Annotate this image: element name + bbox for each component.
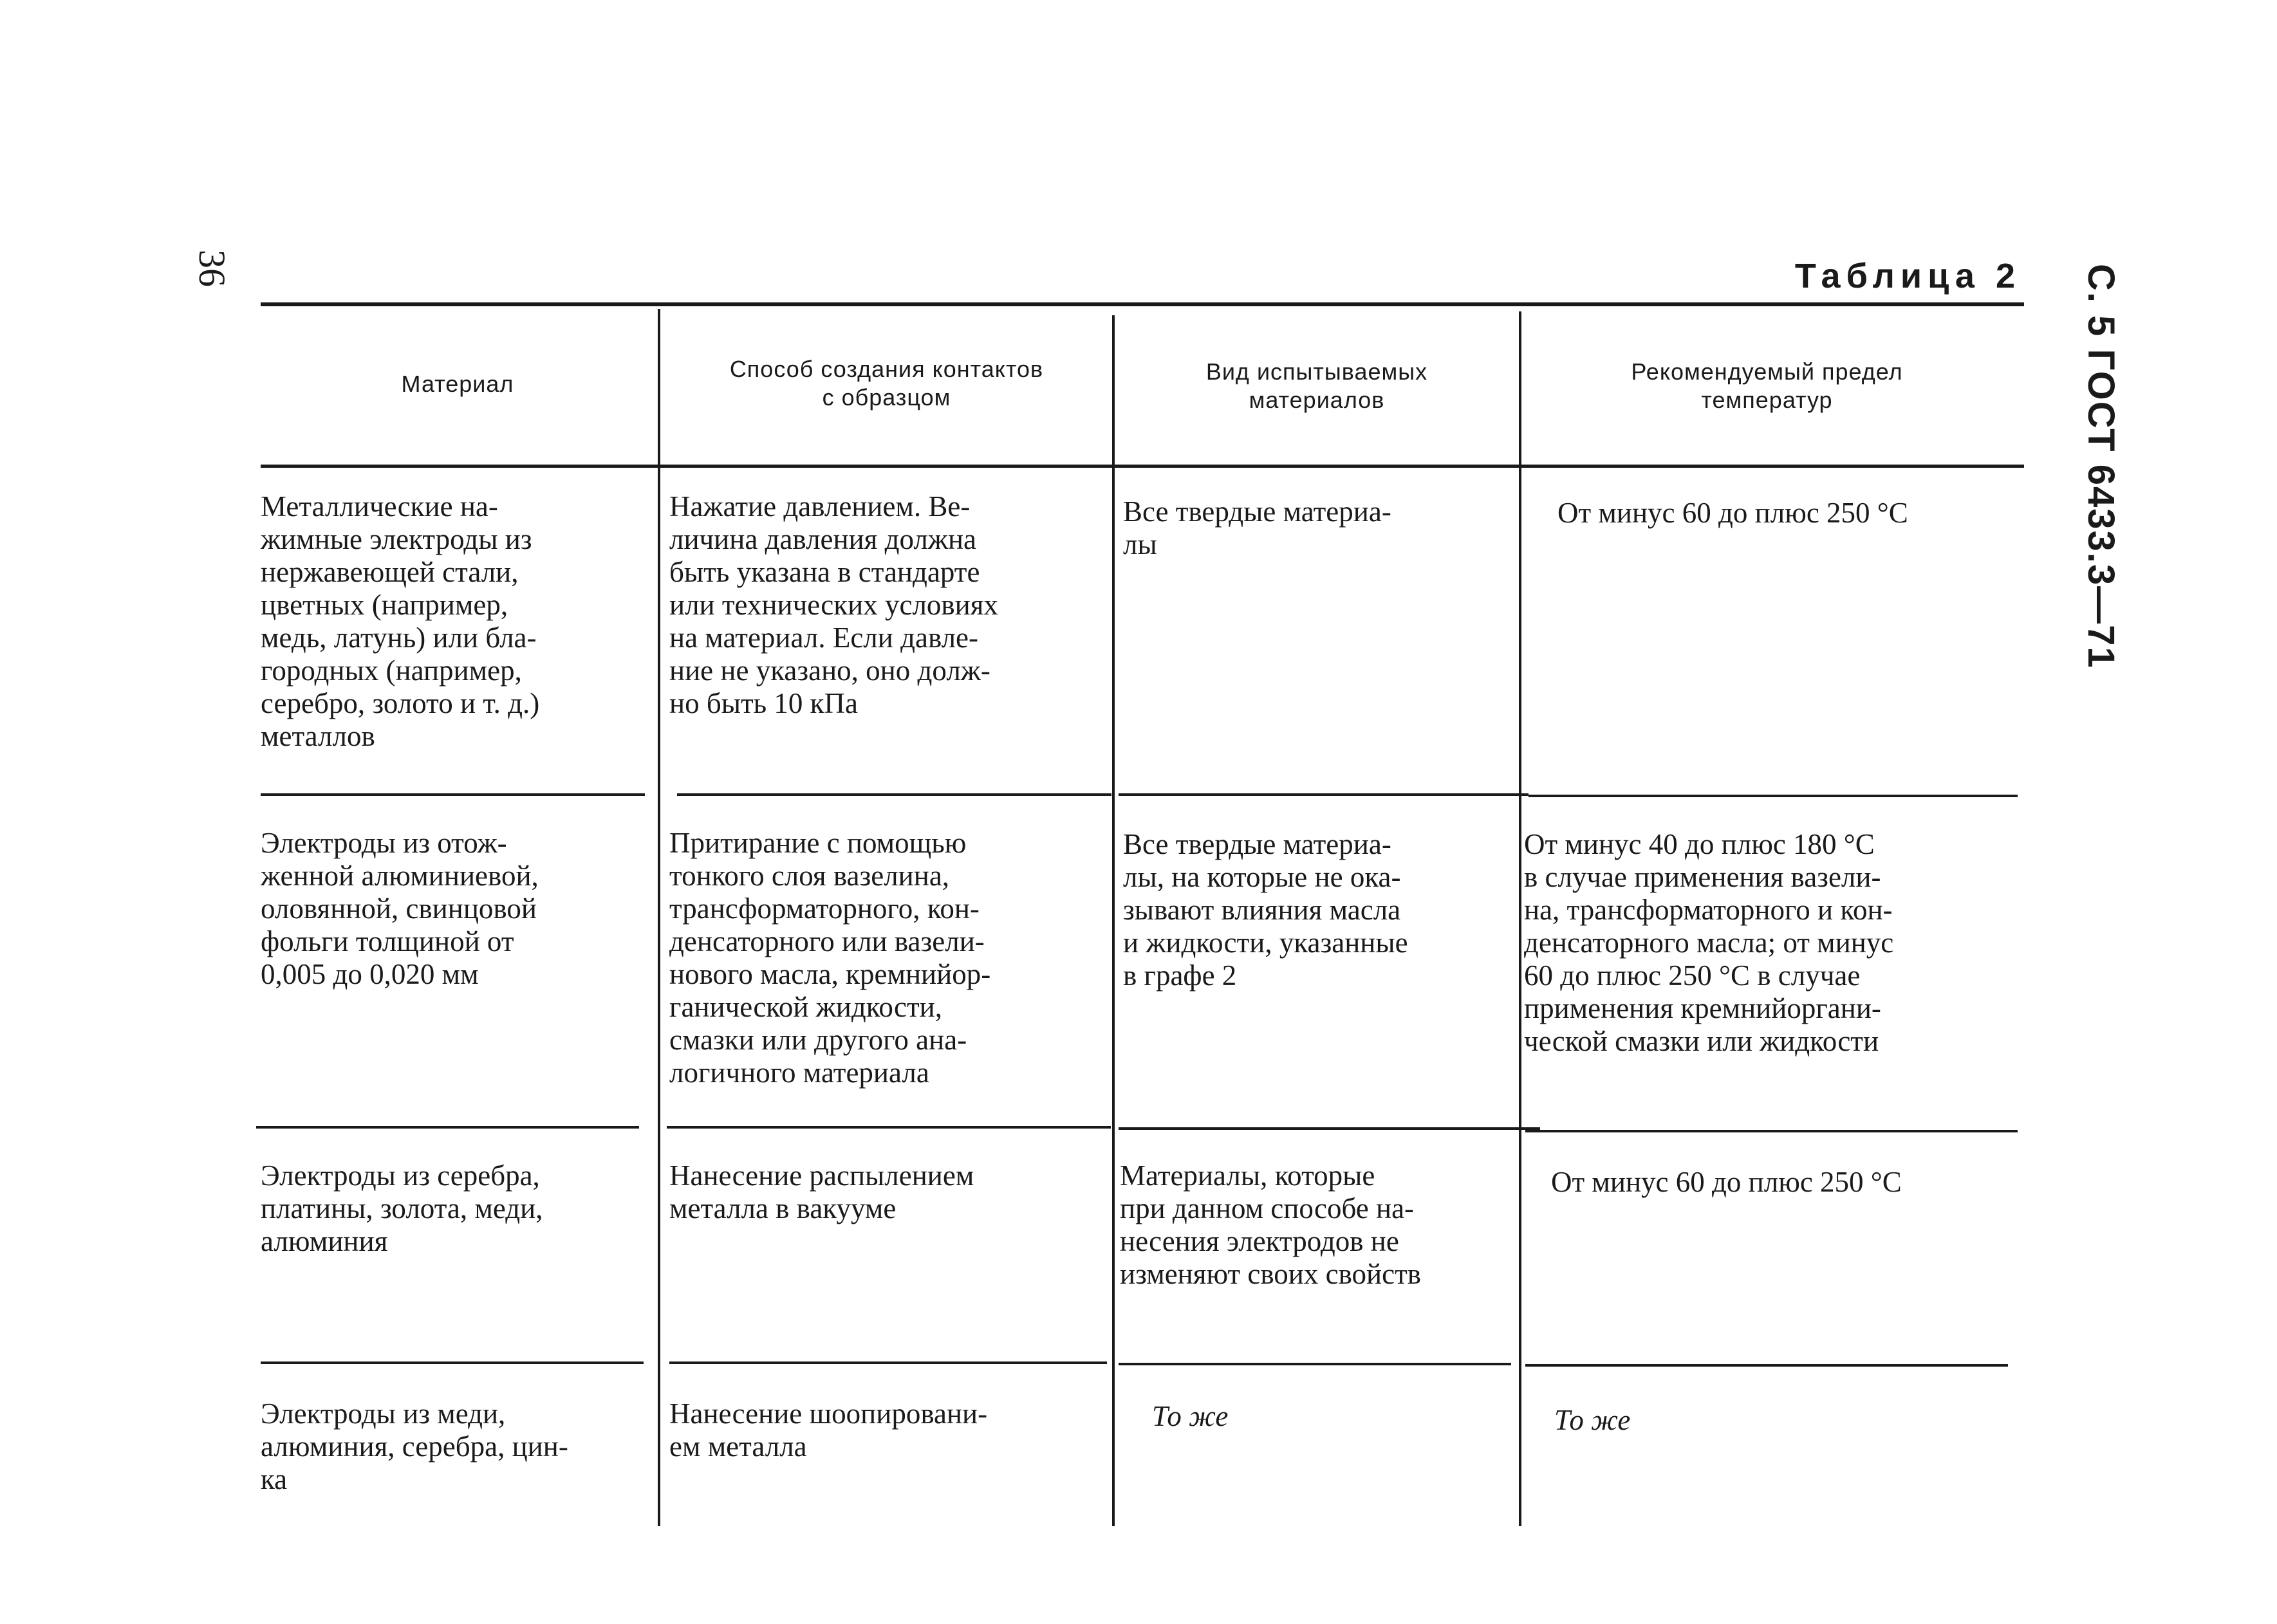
column-header-temperature: Рекомендуемый предел температур: [1631, 358, 1903, 413]
column-rule: [1519, 311, 1521, 1526]
row-separator: [1529, 795, 2018, 797]
page-number: 36: [191, 250, 233, 287]
table-cell-tested-materials: То же: [1152, 1400, 1229, 1432]
row-separator: [1119, 1127, 1540, 1130]
table-top-rule: [261, 302, 2024, 306]
table-cell-temperature: От минус 40 до плюс 180 °С в случае применения вазели- на, трансформаторного и кон- денсаторного масла; от минус 60 до плюс 250 °С в случае применения кремнийоргани- ческой смазки или жидкости: [1524, 828, 1894, 1057]
table-cell-tested-materials: Все твердые материа- лы, на которые не ока- зывают влияния масла и жидкости, указанные в графе 2: [1123, 828, 1408, 992]
column-header-method: Способ создания контактов с образцом: [729, 356, 1044, 411]
table-cell-method: Нанесение шоопировани- ем металла: [669, 1398, 988, 1463]
table-cell-temperature: От минус 60 до плюс 250 °С: [1557, 497, 1908, 529]
row-separator: [261, 793, 645, 796]
table-cell-method: Нанесение распылением металла в вакууме: [669, 1159, 974, 1224]
row-separator: [256, 1126, 639, 1129]
running-head: С. 5 ГОСТ 6433.3—71: [2080, 264, 2122, 669]
table-cell-method: Нажатие давлением. Ве- личина давления должна быть указана в стандарте или технических условиях на материал. Если давле- ние не указано, оно долж- но быть 10 кПа: [669, 490, 998, 719]
column-header-material: Материал: [401, 371, 514, 397]
table-cell-temperature: То же: [1554, 1404, 1631, 1436]
row-separator: [667, 1126, 1111, 1129]
table-cell-temperature: От минус 60 до плюс 250 °С: [1551, 1166, 1902, 1198]
table-cell-material: Металлические на- жимные электроды из нержавеющей стали, цветных (например, медь, латунь) или бла- городных (например, серебро, золото и т. д.) металлов: [261, 490, 540, 752]
row-separator: [677, 793, 1111, 796]
header-bottom-rule: [261, 465, 2024, 468]
row-separator: [669, 1361, 1107, 1364]
column-rule: [658, 309, 660, 1526]
table-cell-tested-materials: Все твердые материа- лы: [1123, 495, 1391, 560]
row-separator: [261, 1361, 644, 1364]
table-cell-material: Электроды из серебра, платины, золота, меди, алюминия: [261, 1159, 543, 1257]
row-separator: [1119, 793, 1529, 796]
row-separator: [1119, 1363, 1511, 1365]
row-separator: [1525, 1364, 2008, 1367]
row-separator: [1525, 1130, 2018, 1132]
table-cell-tested-materials: Материалы, которые при данном способе на- несения электродов не изменяют своих свойств: [1120, 1159, 1422, 1290]
table-cell-material: Электроды из отож- женной алюминиевой, оловянной, свинцовой фольги толщиной от 0,005 до 0,020 мм: [261, 827, 539, 990]
table-cell-method: Притирание с помощью тонкого слоя вазелина, трансформаторного, кон- денсаторного или вазели- нового масла, кремнийор- ганической жидкости, смазки или другого ана- логичного материала: [669, 827, 991, 1089]
table-caption: Таблица 2: [1794, 257, 2021, 295]
column-rule: [1112, 315, 1115, 1526]
table-cell-material: Электроды из меди, алюминия, серебра, цин- ка: [261, 1398, 568, 1495]
column-header-tested-materials: Вид испытываемых материалов: [1205, 358, 1428, 413]
